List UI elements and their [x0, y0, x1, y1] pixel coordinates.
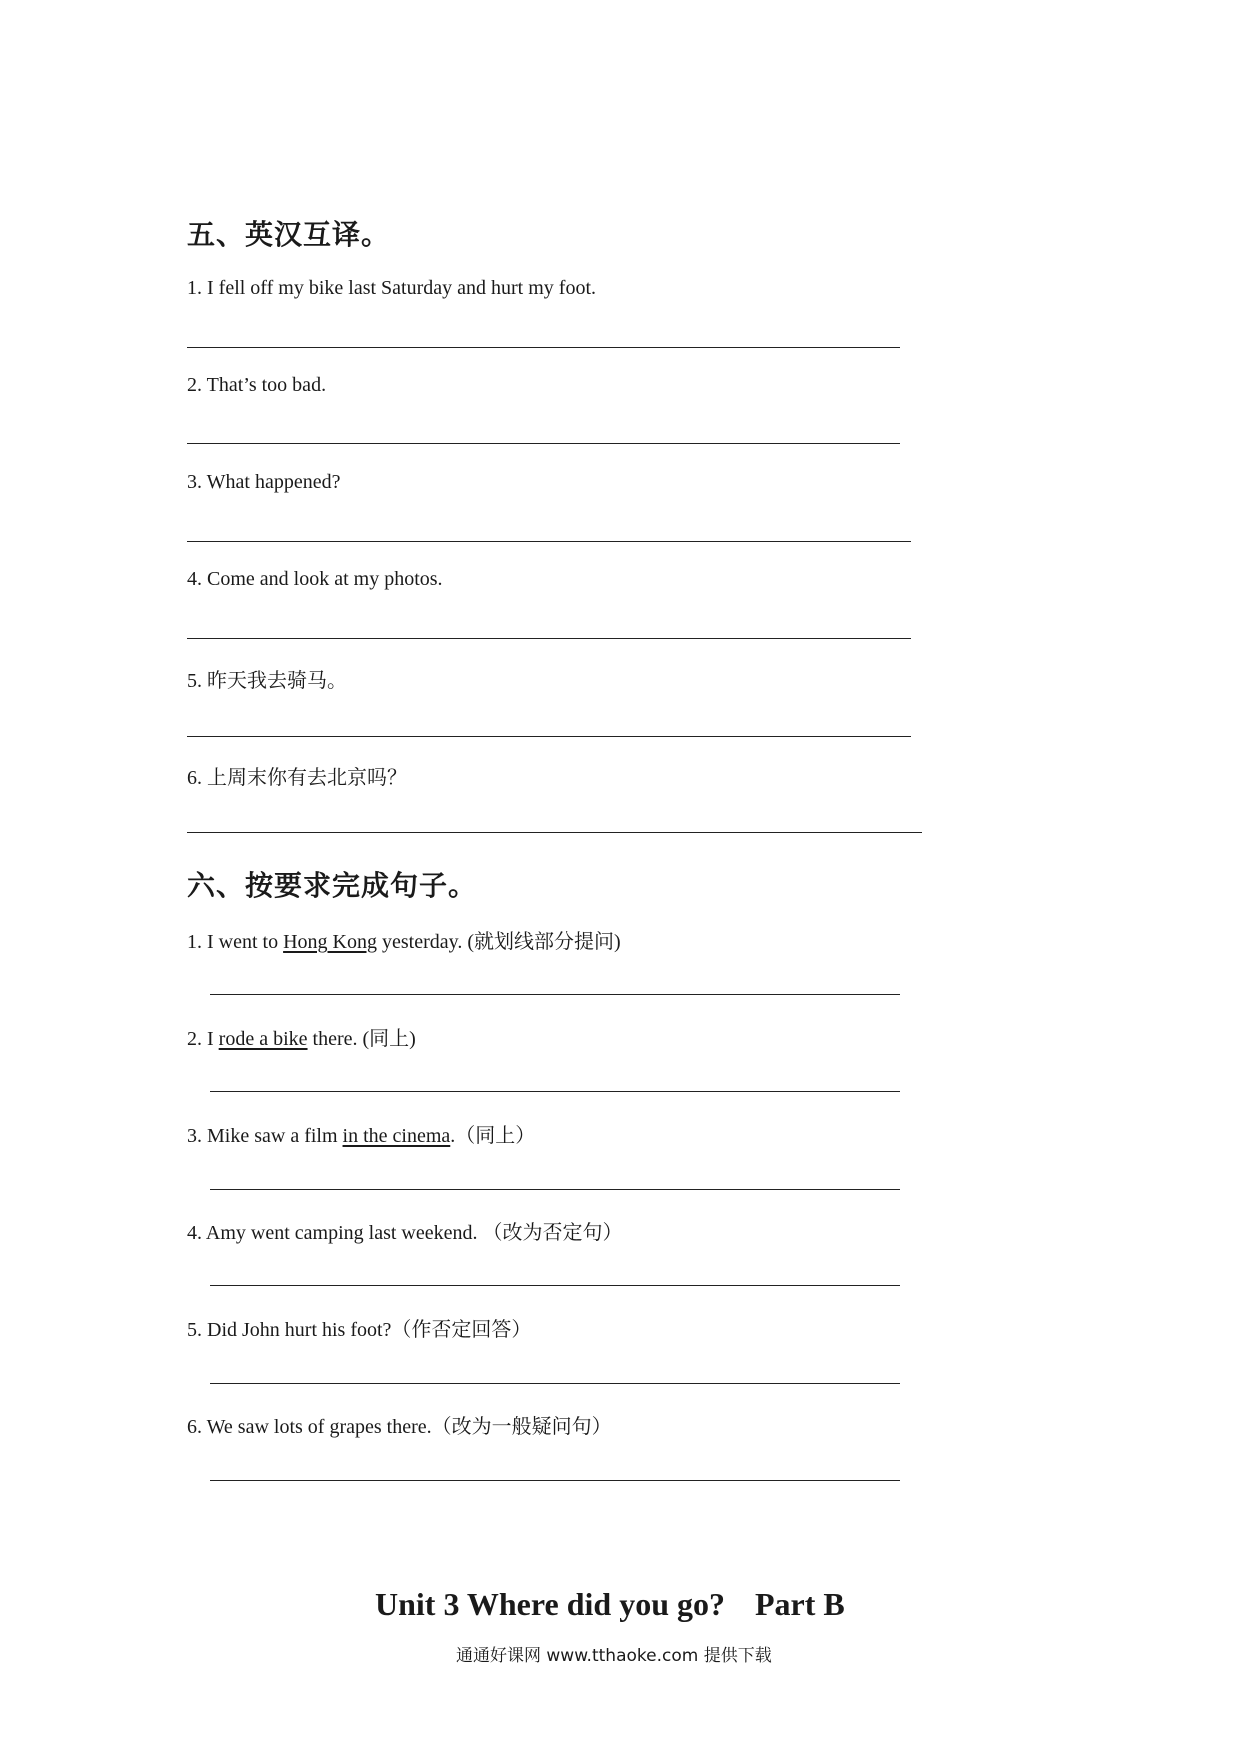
section-6-item-5 — [187, 1313, 531, 1342]
item-instruction: .（同上） — [450, 1125, 536, 1147]
item-instruction: there. (同上) — [307, 1028, 416, 1050]
section-6-item-3 — [187, 1119, 535, 1148]
footer-download-note: 通通好课网 www.tthaoke.com 提供下载 — [456, 1646, 772, 1666]
answer-line — [210, 1383, 900, 1384]
section-6-heading: 六、按要求完成句子。 — [187, 869, 478, 902]
section-5-item-5: 5. 昨天我去骑马。 — [187, 670, 347, 692]
item-text: 5. Did John hurt his foot?（作否定回答） — [187, 1319, 532, 1341]
answer-line — [187, 541, 911, 542]
section-5-item-1: 1. I fell off my bike last Saturday and hurt my foot. — [187, 277, 596, 299]
section-6-item-2 — [187, 1022, 416, 1051]
section-5-heading: 五、英汉互译。 — [187, 218, 391, 251]
unit-title-text: Unit 3 Where did you go? — [375, 1586, 725, 1622]
section-6-item-1 — [187, 925, 621, 954]
answer-line — [210, 994, 900, 995]
answer-line — [210, 1189, 900, 1190]
item-text: 2. I — [187, 1028, 219, 1050]
unit-title — [375, 1586, 845, 1623]
item-text: 4. Amy went camping last weekend. （改为否定句） — [187, 1222, 623, 1244]
answer-line — [187, 736, 911, 737]
answer-line — [210, 1091, 900, 1092]
item-text: 3. Mike saw a film — [187, 1125, 343, 1147]
answer-line — [187, 832, 922, 833]
underlined-phrase: rode a bike — [218, 1028, 308, 1050]
section-5-item-3: 3. What happened? — [187, 471, 341, 493]
answer-line — [187, 638, 911, 639]
section-5-item-2: 2. That’s too bad. — [187, 374, 327, 396]
section-6-item-6 — [187, 1410, 612, 1439]
section-5-item-4: 4. Come and look at my photos. — [187, 568, 443, 590]
answer-line — [187, 443, 900, 444]
answer-line — [187, 347, 900, 348]
item-text: 6. We saw lots of grapes there.（改为一般疑问句） — [187, 1416, 612, 1438]
section-6-item-4 — [187, 1216, 623, 1245]
item-instruction: yesterday. (就划线部分提问) — [376, 931, 621, 953]
underlined-phrase: in the cinema — [342, 1125, 451, 1147]
answer-line — [210, 1480, 900, 1481]
answer-line — [210, 1285, 900, 1286]
underlined-phrase: Hong Kong — [283, 931, 377, 953]
item-text: 1. I went to — [187, 931, 284, 953]
section-5-item-6: 6. 上周末你有去北京吗？ — [187, 767, 407, 789]
part-label: Part B — [754, 1586, 845, 1622]
